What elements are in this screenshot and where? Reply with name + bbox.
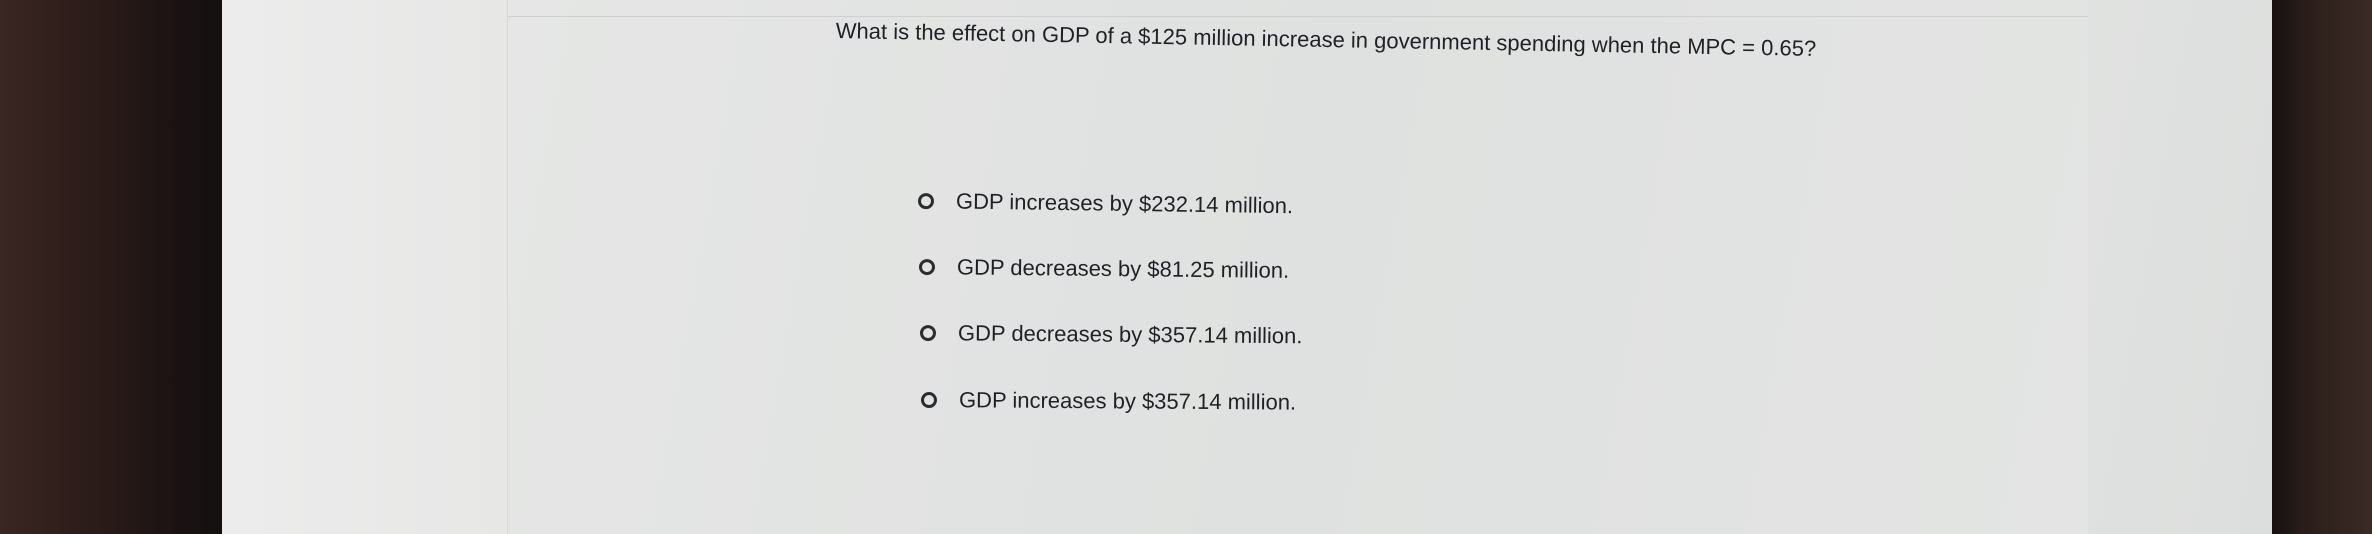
- radio-button[interactable]: [920, 325, 936, 341]
- radio-button[interactable]: [918, 193, 934, 209]
- question-text: What is the effect on GDP of a $125 million increase in government spending when the MPC = 0.65?: [835, 18, 1817, 61]
- radio-button[interactable]: [921, 392, 937, 408]
- answer-option-label: GDP increases by $232.14 million.: [955, 188, 1294, 219]
- answer-option-2[interactable]: [919, 254, 1289, 284]
- screen: [222, 0, 2272, 534]
- radio-button[interactable]: [919, 259, 935, 275]
- answer-option-label: GDP increases by $357.14 million.: [958, 387, 1297, 415]
- panel-divider: [508, 16, 2088, 17]
- answer-option-1[interactable]: [918, 188, 1293, 219]
- left-sidebar-area: [222, 0, 508, 534]
- answer-option-label: GDP decreases by $357.14 million.: [957, 320, 1303, 349]
- monitor-bezel-left: [0, 0, 225, 534]
- monitor-bezel-right: [2267, 0, 2372, 534]
- question-panel: [508, 0, 2088, 534]
- answer-option-4[interactable]: [921, 387, 1296, 416]
- answer-option-label: GDP decreases by $81.25 million.: [956, 254, 1290, 283]
- answer-option-3[interactable]: [920, 320, 1303, 349]
